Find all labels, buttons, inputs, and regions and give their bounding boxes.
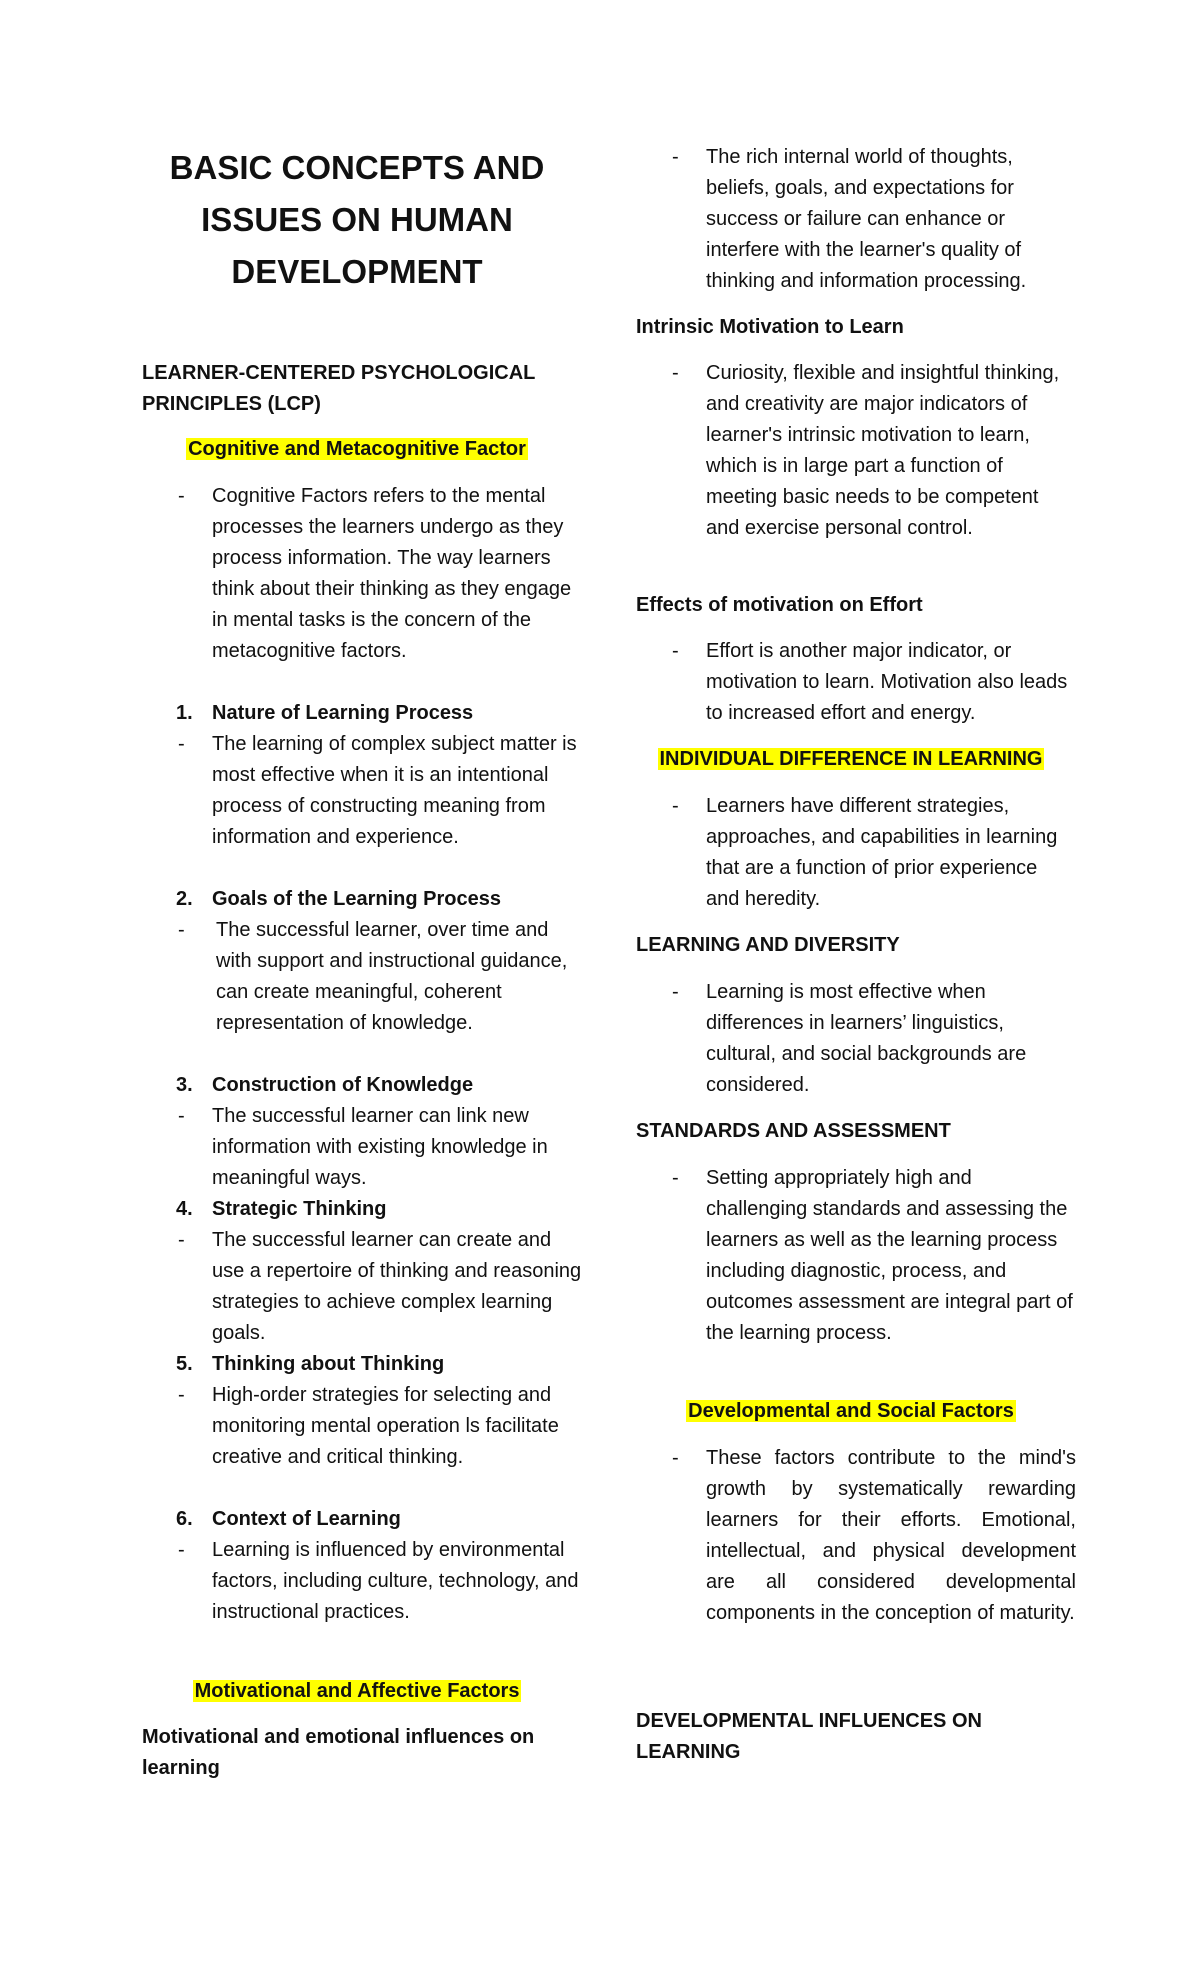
bullet-dash: -	[178, 1384, 185, 1406]
lcp-heading: LEARNER-CENTERED PSYCHOLOGICAL PRINCIPLES (LCP)	[142, 362, 535, 415]
principle-text: The successful learner, over time and with support and instructional guidance, can create meaningful, coherent representation of knowledge.	[216, 919, 568, 1034]
principle-text: The learning of complex subject matter is most effective when it is an intentional process of constructing meaning from information and experience.	[212, 733, 577, 848]
principle-number: 4.	[176, 1198, 193, 1220]
motivational-heading-wrap	[142, 1676, 572, 1707]
bullet-dash: -	[672, 795, 679, 817]
principle-title: Construction of Knowledge	[212, 1074, 474, 1096]
effort-text: Effort is another major indicator, or motivation to learn. Motivation also leads to increased effort and energy.	[706, 640, 1068, 724]
cognitive-heading: Cognitive and Metacognitive Factor	[188, 438, 526, 460]
rich-world-text: The rich internal world of thoughts, beliefs, goals, and expectations for success or failure can enhance or interfere with the learner's quality of thinking and information processing.	[706, 146, 1027, 292]
cognitive-heading-wrap	[142, 434, 572, 465]
intrinsic-heading: Intrinsic Motivation to Learn	[636, 316, 904, 338]
bullet-dash: -	[672, 146, 679, 168]
bullet-dash: -	[672, 1447, 679, 1469]
influences-heading: DEVELOPMENTAL INFLUENCES ON LEARNING	[636, 1710, 982, 1763]
bullet-dash: -	[178, 1105, 185, 1127]
principle-text: High-order strategies for selecting and monitoring mental operation ls facilitate creative and critical thinking.	[212, 1384, 559, 1468]
standards-text: Setting appropriately high and challenging standards and assessing the learners as well as the learning process including diagnostic, process, and outcomes assessment are integral part of the learning process.	[706, 1167, 1073, 1344]
bullet-dash: -	[178, 1229, 185, 1251]
bullet-dash: -	[672, 1167, 679, 1189]
principle-text: The successful learner can link new information with existing knowledge in meaningful ways.	[212, 1105, 548, 1189]
developmental-heading-wrap	[636, 1396, 1066, 1427]
principle-title: Strategic Thinking	[212, 1198, 387, 1220]
motivational-heading: Motivational and Affective Factors	[194, 1680, 520, 1702]
individual-text: Learners have different strategies, approaches, and capabilities in learning that are a function of prior experience and heredity.	[706, 795, 1058, 910]
principle-number: 3.	[176, 1074, 193, 1096]
bullet-dash: -	[178, 1539, 185, 1561]
intrinsic-text: Curiosity, flexible and insightful thinking, and creativity are major indicators of learner's intrinsic motivation to learn, which is in large part a function of meeting basic needs to be competent and exercise personal control.	[706, 362, 1060, 539]
document-title: BASIC CONCEPTS AND ISSUES ON HUMAN DEVELOPMENT	[169, 149, 545, 290]
principle-number: 5.	[176, 1353, 193, 1375]
cognitive-intro-text: Cognitive Factors refers to the mental processes the learners undergo as they process information. The way learners think about their thinking as they engage in mental tasks is the concern of the metacognitive factors.	[212, 485, 572, 662]
principle-number: 6.	[176, 1508, 193, 1530]
principle-number: 2.	[176, 888, 193, 910]
individual-heading: INDIVIDUAL DIFFERENCE IN LEARNING	[659, 748, 1043, 770]
bullet-dash: -	[672, 981, 679, 1003]
principle-title: Context of Learning	[212, 1508, 401, 1530]
individual-heading-wrap	[636, 744, 1066, 775]
diversity-text: Learning is most effective when differences in learners’ linguistics, cultural, and social backgrounds are considered.	[706, 981, 1027, 1096]
principle-text: The successful learner can create and use a repertoire of thinking and reasoning strategies to achieve complex learning goals.	[212, 1229, 582, 1344]
motivational-subheading: Motivational and emotional influences on learning	[142, 1726, 535, 1779]
diversity-heading: LEARNING AND DIVERSITY	[636, 934, 900, 956]
effort-heading: Effects of motivation on Effort	[636, 594, 923, 616]
standards-heading: STANDARDS AND ASSESSMENT	[636, 1120, 951, 1142]
developmental-text: These factors contribute to the mind's growth by systematically rewarding learners for their efforts. Emotional, intellectual, and physical development are all considered developmental components in the conception of maturity.	[706, 1447, 1076, 1624]
bullet-dash: -	[672, 362, 679, 384]
bullet-dash: -	[178, 733, 185, 755]
bullet-dash: -	[178, 919, 185, 941]
principle-title: Thinking about Thinking	[212, 1353, 445, 1375]
cognitive-intro-item	[142, 481, 572, 701]
principle-title: Nature of Learning Process	[212, 702, 474, 724]
bullet-dash: -	[178, 485, 185, 507]
principle-title: Goals of the Learning Process	[212, 888, 501, 910]
principle-text: Learning is influenced by environmental factors, including culture, technology, and instructional practices.	[212, 1539, 579, 1623]
developmental-heading: Developmental and Social Factors	[688, 1400, 1014, 1422]
bullet-dash: -	[672, 640, 679, 662]
principle-number: 1.	[176, 702, 193, 724]
